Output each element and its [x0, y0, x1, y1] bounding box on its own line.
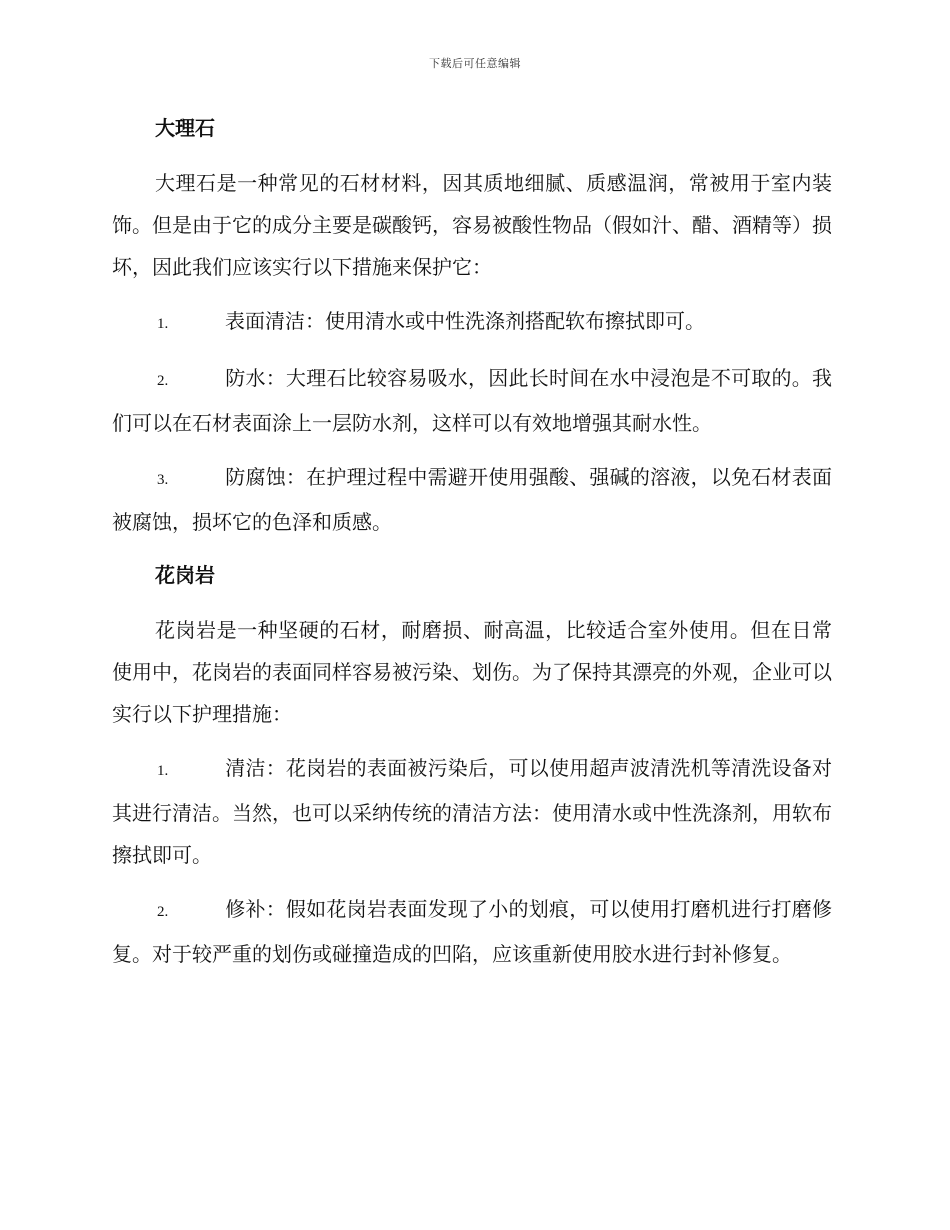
- section-marble: [112, 108, 832, 543]
- list-item: [112, 888, 832, 975]
- section-intro: 花岗岩是一种坚硬的石材，耐磨损、耐高温，比较适合室外使用。但在日常使用中，花岗岩的表面同样容易被污染、划伤。为了保持其漂亮的外观，企业可以实行以下护理措施：: [112, 618, 832, 726]
- list-item-text: 表面清洁：使用清水或中性洗涤剂搭配软布擦拭即可。: [225, 309, 705, 333]
- list-item: [112, 456, 832, 543]
- list-item: [112, 357, 832, 444]
- list-item-number: 1.: [157, 316, 169, 332]
- list-item-number: 2.: [157, 904, 169, 920]
- list-item-text: 防水：大理石比较容易吸水，因此长时间在水中浸泡是不可取的。我们可以在石材表面涂上一层防水剂，这样可以有效地增强其耐水性。: [112, 366, 832, 435]
- document-body: [112, 108, 832, 975]
- list-item-text: 防腐蚀：在护理过程中需避开使用强酸、强碱的溶液，以免石材表面被腐蚀，损坏它的色泽和质感。: [112, 465, 832, 534]
- section-granite: [112, 555, 832, 975]
- list-item: [112, 747, 832, 876]
- list-item-text: 修补：假如花岗岩表面发现了小的划痕，可以使用打磨机进行打磨修复。对于较严重的划伤或碰撞造成的凹陷，应该重新使用胶水进行封补修复。: [112, 897, 832, 966]
- list-item-number: 2.: [157, 373, 169, 389]
- header-note: 下载后可任意编辑: [429, 57, 521, 70]
- list-item-text: 清洁：花岗岩的表面被污染后，可以使用超声波清洗机等清洗设备对其进行清洁。当然，也可以采纳传统的清洁方法：使用清水或中性洗涤剂，用软布擦拭即可。: [112, 756, 832, 867]
- section-title: 花岗岩: [155, 563, 215, 587]
- list-item-number: 1.: [157, 763, 169, 779]
- section-intro: 大理石是一种常见的石材材料，因其质地细腻、质感温润，常被用于室内装饰。但是由于它的成分主要是碳酸钙，容易被酸性物品（假如汁、醋、酒精等）损坏，因此我们应该实行以下措施来保护它：: [112, 171, 832, 279]
- section-title: 大理石: [155, 116, 215, 140]
- list-item-number: 3.: [157, 472, 169, 488]
- list-item: [112, 300, 832, 345]
